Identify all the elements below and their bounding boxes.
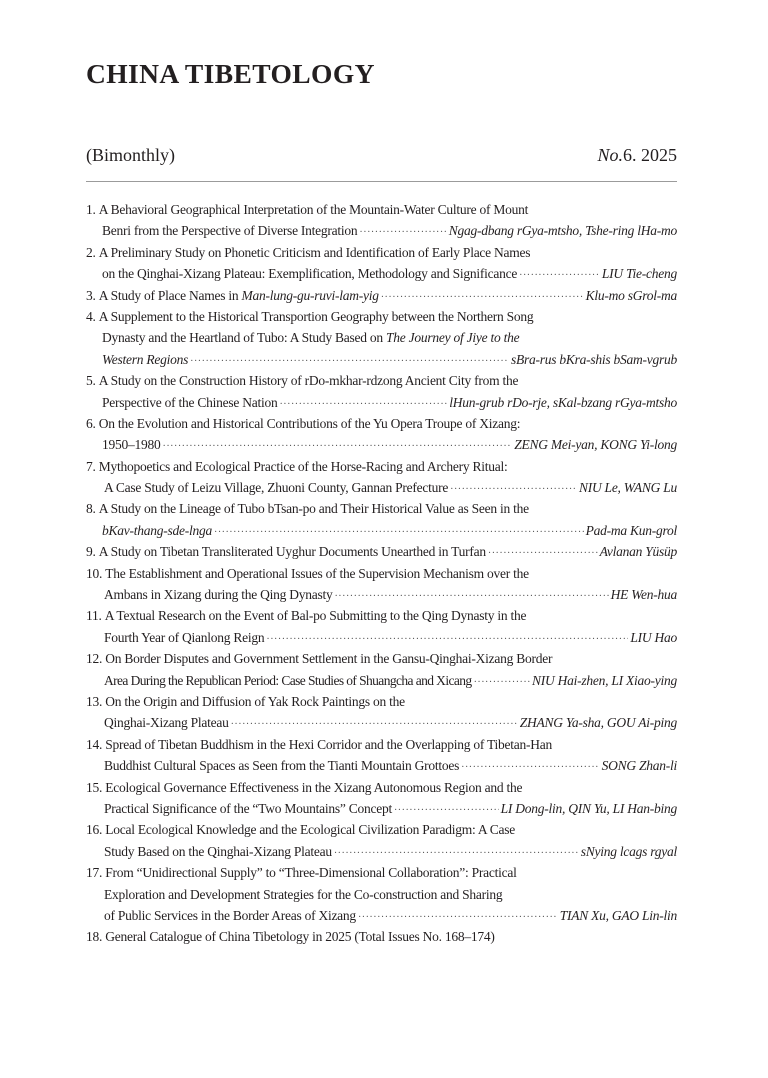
entry-author: Pad-ma Kun-grol bbox=[585, 522, 677, 538]
toc-entry-12 bbox=[86, 648, 677, 669]
toc-entry-line bbox=[86, 584, 677, 605]
toc-entry-line bbox=[86, 905, 677, 926]
leader-dots bbox=[519, 265, 600, 286]
entry-author: HE Wen-hua bbox=[610, 587, 677, 603]
toc-entry-4 bbox=[86, 306, 677, 327]
leader-dots bbox=[359, 222, 446, 243]
toc-entry-line bbox=[86, 220, 677, 241]
leader-dots bbox=[394, 800, 499, 821]
entry-title-cont: 1950–1980 bbox=[102, 437, 161, 453]
entry-title: Spread of Tibetan Buddhism in the Hexi Corridor and the Overlapping of Tibetan-Han bbox=[105, 736, 552, 752]
entry-author: lHun-grub rDo-rje, sKal-bzang rGya-mtsho bbox=[449, 394, 677, 410]
toc-entry-11 bbox=[86, 605, 677, 626]
entry-title: Local Ecological Knowledge and the Ecological Civilization Paradigm: A Case bbox=[105, 822, 516, 838]
toc-entry-line bbox=[86, 520, 677, 541]
entry-number: 1. bbox=[86, 202, 96, 217]
toc-entry-line bbox=[86, 884, 677, 905]
entry-title: A Study of Place Names in bbox=[98, 287, 239, 303]
leader-dots bbox=[279, 394, 447, 415]
entry-title-cont: Perspective of the Chinese Nation bbox=[102, 394, 278, 410]
toc-entry-10 bbox=[86, 563, 677, 584]
entry-title: A Study on the Construction History of rDo-mkhar-rdzong Ancient City from the bbox=[98, 373, 519, 389]
leader-dots bbox=[266, 629, 628, 650]
entry-number: 7. bbox=[86, 458, 96, 474]
entry-title-cont: Exploration and Development Strategies for the Co-construction and Sharing bbox=[104, 886, 503, 902]
entry-author: sNying lcags rgyal bbox=[580, 843, 677, 859]
leader-dots bbox=[358, 907, 558, 928]
table-of-contents bbox=[86, 199, 677, 948]
leader-dots bbox=[461, 757, 600, 778]
entry-number: 4. bbox=[86, 308, 96, 324]
entry-number: 11. bbox=[86, 608, 102, 624]
entry-number: 9. bbox=[86, 544, 96, 560]
leader-dots bbox=[334, 843, 579, 864]
entry-number: 3. bbox=[86, 287, 96, 303]
toc-entry-13 bbox=[86, 691, 677, 712]
entry-author: TIAN Xu, GAO Lin-lin bbox=[559, 907, 677, 923]
entry-number: 6. bbox=[86, 415, 96, 431]
entry-title-cont: Area During the Republican Period: Case Studies of Shuangcha and Xicang bbox=[104, 672, 472, 688]
toc-entry-3 bbox=[86, 285, 677, 306]
issue-number bbox=[597, 145, 677, 166]
entry-title: A Preliminary Study on Phonetic Criticism and Identification of Early Place Names bbox=[98, 244, 531, 260]
leader-dots bbox=[163, 436, 513, 457]
issue-prefix: No. bbox=[597, 145, 623, 165]
entry-title: From “Unidirectional Supply” to “Three-Dimensional Collaboration”: Practical bbox=[105, 865, 517, 881]
entry-title-cont: Fourth Year of Qianlong Reign bbox=[104, 629, 265, 645]
entry-author: ZHANG Ya-sha, GOU Ai-ping bbox=[519, 715, 677, 731]
entry-number: 18. bbox=[86, 929, 103, 945]
entry-title: On Border Disputes and Government Settlement in the Gansu-Qinghai-Xizang Border bbox=[105, 651, 553, 667]
toc-entry-14 bbox=[86, 734, 677, 755]
entry-title: On the Origin and Diffusion of Yak Rock Paintings on the bbox=[105, 693, 405, 709]
toc-entry-6 bbox=[86, 413, 677, 434]
entry-title-cont: of Public Services in the Border Areas of Xizang bbox=[104, 907, 356, 923]
toc-entry-line bbox=[86, 627, 677, 648]
toc-entry-15 bbox=[86, 777, 677, 798]
entry-title: General Catalogue of China Tibetology in 2025 (Total Issues No. 168–174) bbox=[105, 929, 495, 945]
entry-title: A Study on the Lineage of Tubo bTsan-po and Their Historical Value as Seen in the bbox=[98, 501, 529, 517]
toc-entry-line bbox=[86, 392, 677, 413]
toc-entry-line bbox=[86, 327, 677, 348]
entry-title-cont: Study Based on the Qinghai-Xizang Plateau bbox=[104, 843, 332, 859]
entry-author: Avlanan Yüsüp bbox=[599, 544, 677, 560]
entry-title: A Behavioral Geographical Interpretation of the Mountain-Water Culture of Mount bbox=[98, 202, 529, 217]
entry-author: NIU Le, WANG Lu bbox=[578, 480, 677, 496]
toc-entry-line bbox=[86, 712, 677, 733]
issue-value: 6. 2025 bbox=[623, 145, 677, 165]
toc-entry-line bbox=[86, 263, 677, 284]
leader-dots bbox=[450, 479, 577, 500]
leader-dots bbox=[190, 351, 509, 372]
entry-title-cont: Ambans in Xizang during the Qing Dynasty bbox=[104, 587, 333, 603]
entry-title: On the Evolution and Historical Contributions of the Yu Opera Troupe of Xizang: bbox=[98, 415, 521, 431]
entry-title-italic: bKav-thang-sde-lnga bbox=[102, 522, 212, 538]
toc-entry-line bbox=[86, 841, 677, 862]
entry-number: 16. bbox=[86, 822, 103, 838]
entry-author: LIU Hao bbox=[630, 629, 677, 645]
entry-number: 12. bbox=[86, 651, 103, 667]
leader-dots bbox=[231, 714, 518, 735]
toc-entry-line bbox=[86, 798, 677, 819]
entry-number: 13. bbox=[86, 693, 103, 709]
leader-dots bbox=[334, 586, 608, 607]
issue-header bbox=[86, 145, 677, 166]
entry-title-cont: Practical Significance of the “Two Mountains” Concept bbox=[104, 800, 392, 816]
entry-title-cont: Dynasty and the Heartland of Tubo: A Study Based on bbox=[102, 330, 383, 346]
entry-number: 5. bbox=[86, 373, 96, 389]
toc-entry-9 bbox=[86, 541, 677, 562]
toc-entry-line bbox=[86, 434, 677, 455]
entry-title-italic: Western Regions bbox=[102, 351, 189, 367]
entry-number: 14. bbox=[86, 736, 103, 752]
toc-entry-line bbox=[86, 477, 677, 498]
toc-entry-line bbox=[86, 349, 677, 370]
entry-number: 10. bbox=[86, 565, 103, 581]
leader-dots bbox=[488, 543, 598, 564]
entry-number: 8. bbox=[86, 501, 96, 517]
entry-title-italic: Man-lung-gu-ruvi-lam-yig bbox=[241, 287, 379, 303]
toc-entry-18 bbox=[86, 926, 677, 947]
entry-title-cont: Benri from the Perspective of Diverse Integration bbox=[102, 223, 358, 239]
entry-number: 15. bbox=[86, 779, 103, 795]
entry-number: 17. bbox=[86, 865, 103, 881]
entry-title: Ecological Governance Effectiveness in the Xizang Autonomous Region and the bbox=[105, 779, 523, 795]
toc-entry-2 bbox=[86, 242, 677, 263]
toc-entry-8 bbox=[86, 498, 677, 519]
header-divider bbox=[86, 181, 677, 182]
entry-title-cont: A Case Study of Leizu Village, Zhuoni County, Gannan Prefecture bbox=[104, 480, 449, 496]
toc-entry-17 bbox=[86, 862, 677, 883]
toc-entry-line bbox=[86, 755, 677, 776]
entry-title: Mythopoetics and Ecological Practice of the Horse-Racing and Archery Ritual: bbox=[98, 458, 508, 474]
entry-number: 2. bbox=[86, 244, 96, 260]
entry-title: The Establishment and Operational Issues of the Supervision Mechanism over the bbox=[105, 565, 529, 581]
entry-author: Klu-mo sGrol-ma bbox=[585, 287, 677, 303]
leader-dots bbox=[381, 287, 584, 308]
frequency-label: (Bimonthly) bbox=[86, 145, 175, 165]
entry-author: ZENG Mei-yan, KONG Yi-long bbox=[514, 437, 677, 453]
entry-title: A Supplement to the Historical Transportion Geography between the Northern Song bbox=[98, 308, 534, 324]
toc-entry-16 bbox=[86, 819, 677, 840]
toc-entry-5 bbox=[86, 370, 677, 391]
entry-author: sBra-rus bKra-shis bSam-vgrub bbox=[510, 351, 677, 367]
leader-dots bbox=[474, 672, 530, 693]
toc-entry-1 bbox=[86, 199, 677, 220]
toc-entry-7 bbox=[86, 456, 677, 477]
entry-author: LI Dong-lin, QIN Yu, LI Han-bing bbox=[500, 800, 677, 816]
entry-title-cont: Qinghai-Xizang Plateau bbox=[104, 715, 229, 731]
entry-author: LIU Tie-cheng bbox=[601, 266, 677, 282]
entry-author: Ngag-dbang rGya-mtsho, Tshe-ring lHa-mo bbox=[448, 223, 677, 239]
journal-title: CHINA TIBETOLOGY bbox=[86, 58, 375, 89]
entry-title-cont: Buddhist Cultural Spaces as Seen from the Tianti Mountain Grottoes bbox=[104, 758, 460, 774]
entry-author: SONG Zhan-li bbox=[601, 758, 677, 774]
entry-title: A Study on Tibetan Transliterated Uyghur Documents Unearthed in Turfan bbox=[98, 544, 486, 560]
entry-author: NIU Hai-zhen, LI Xiao-ying bbox=[532, 672, 677, 688]
entry-title-italic: The Journey of Jiye to the bbox=[386, 330, 520, 346]
entry-title: A Textual Research on the Event of Bal-po Submitting to the Qing Dynasty in the bbox=[104, 608, 527, 624]
leader-dots bbox=[214, 522, 584, 543]
toc-entry-line bbox=[86, 670, 677, 691]
entry-title-cont: on the Qinghai-Xizang Plateau: Exemplification, Methodology and Significance bbox=[102, 266, 518, 282]
